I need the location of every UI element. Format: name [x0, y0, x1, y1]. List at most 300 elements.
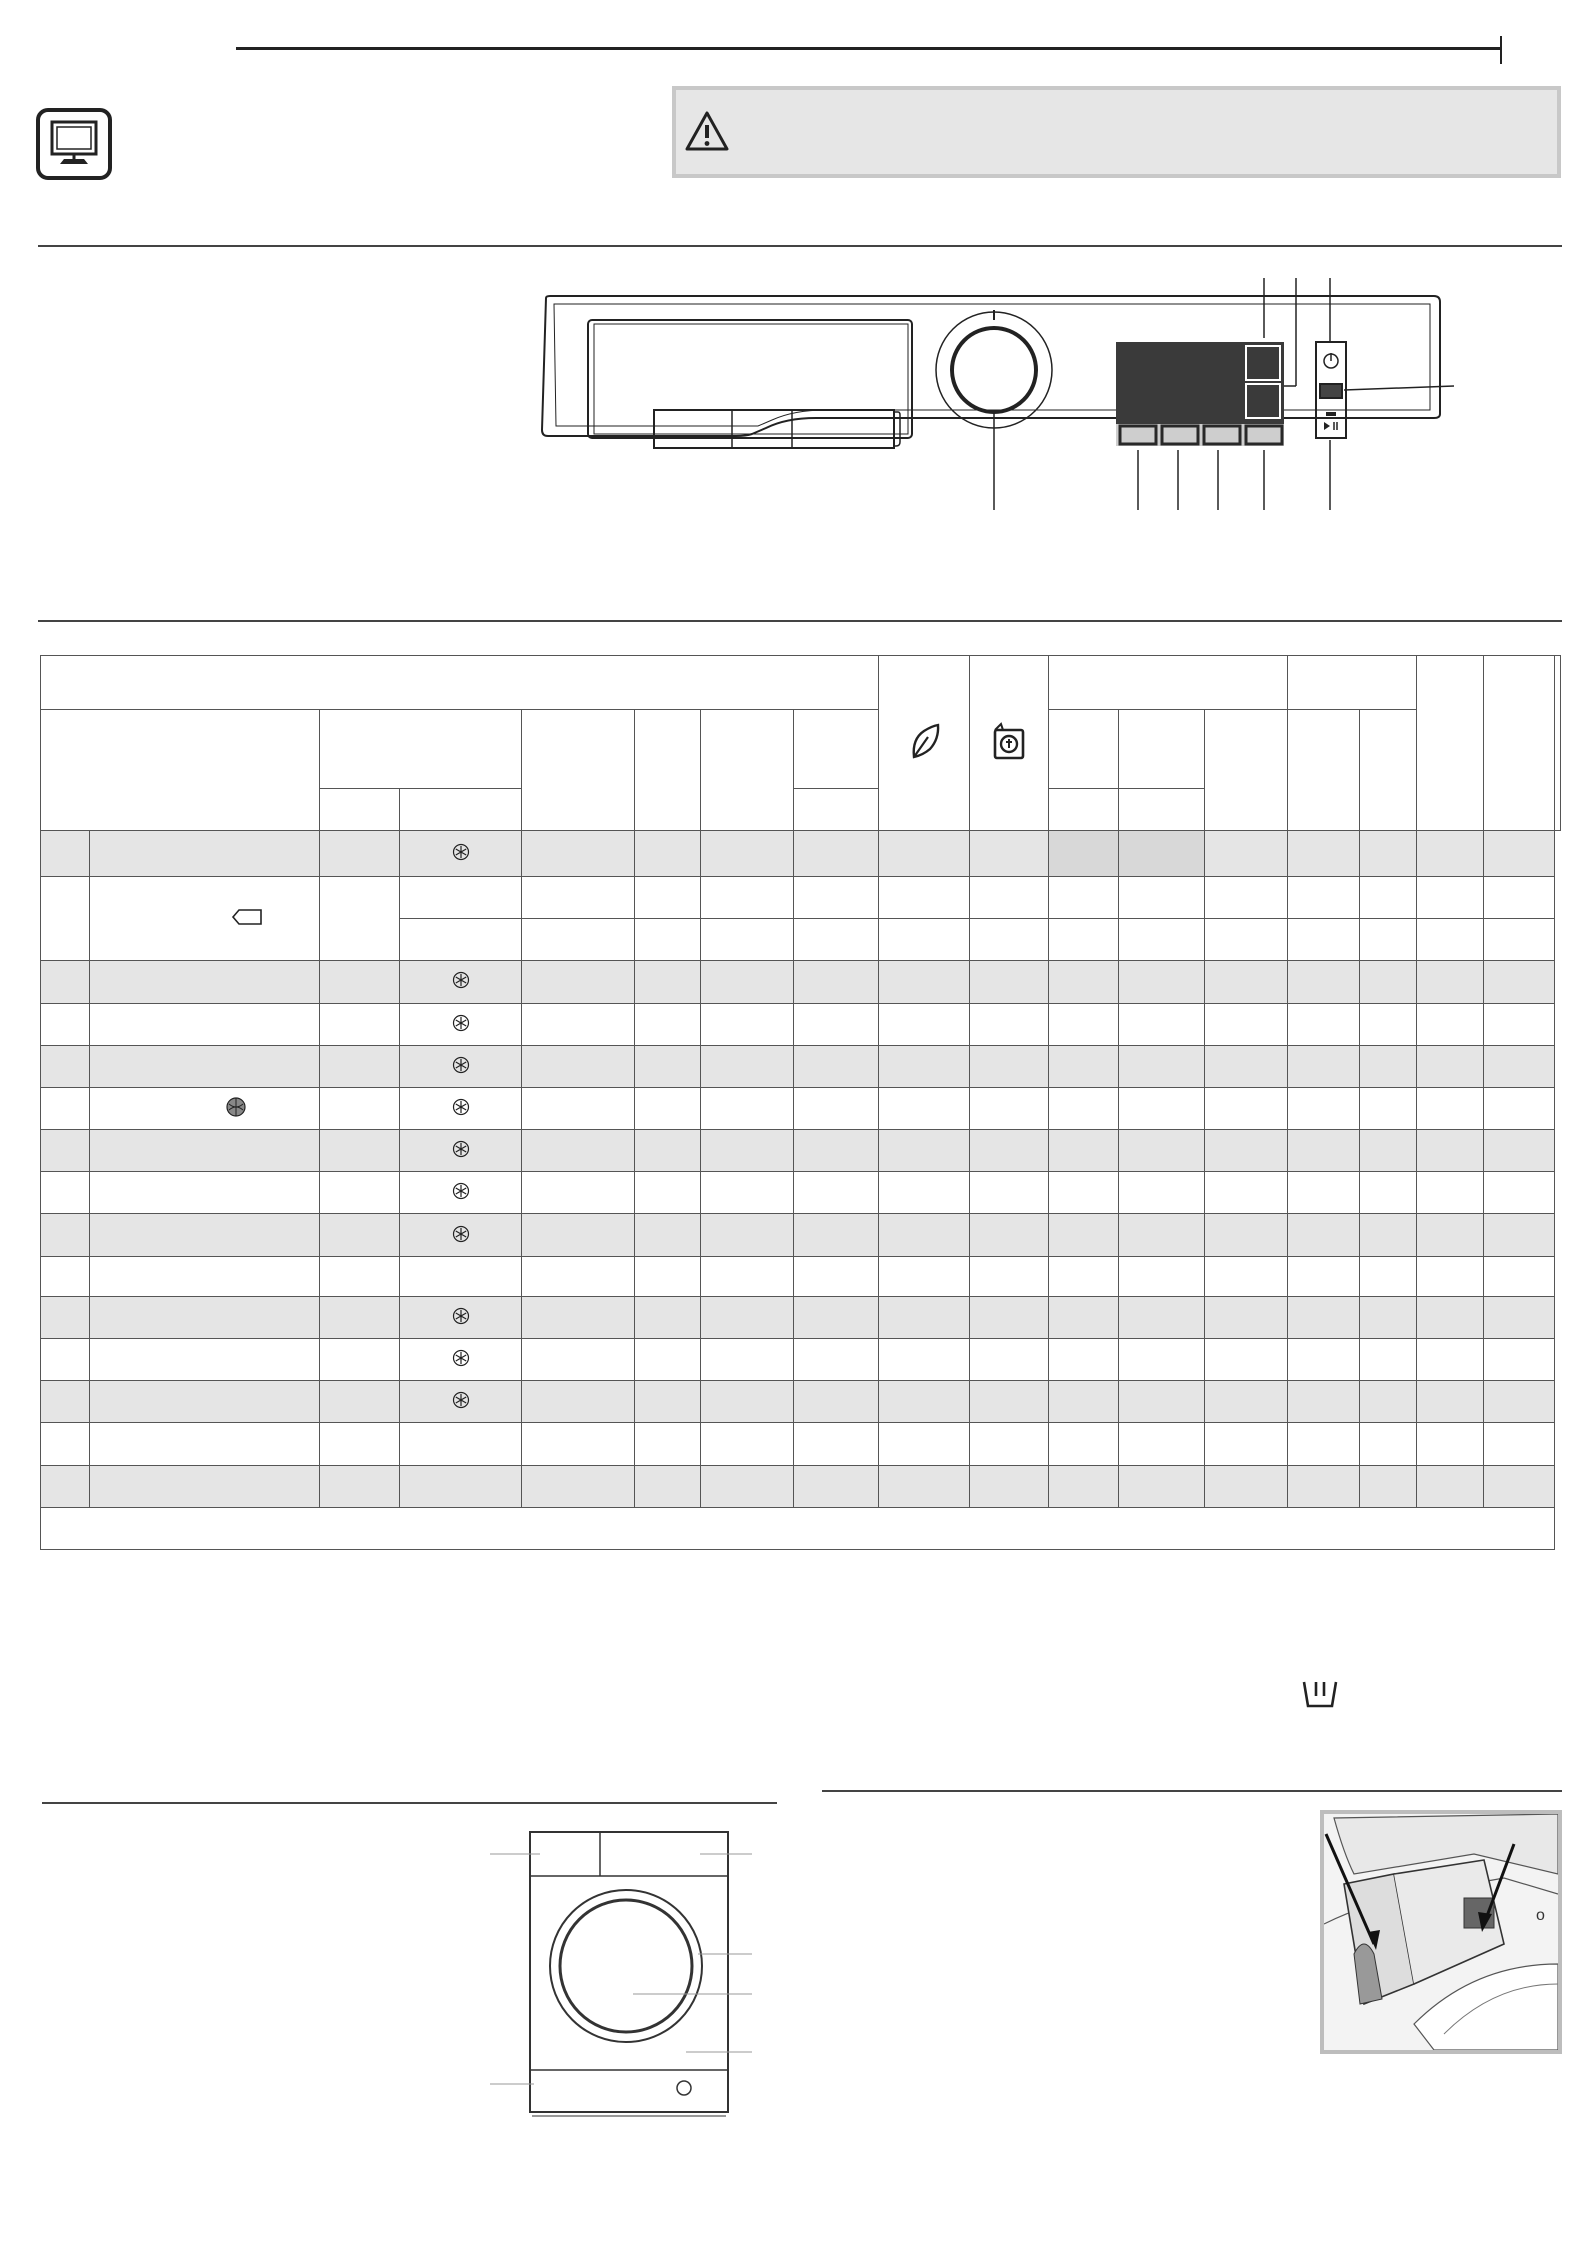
table-cell: [1360, 1296, 1417, 1338]
table-cell: [1119, 1172, 1205, 1214]
table-cell: [1119, 1296, 1205, 1338]
table-cell: [635, 1296, 701, 1338]
table-cell: [1360, 1381, 1417, 1423]
table-cell: [1119, 1423, 1205, 1465]
table-cell: [1417, 1423, 1484, 1465]
table-cell: [635, 876, 701, 918]
table-cell: [970, 1256, 1049, 1296]
table-cell: [1119, 1339, 1205, 1381]
snowflake-icon: [452, 1182, 470, 1200]
table-cell: [522, 1214, 635, 1256]
table-cell: [522, 1339, 635, 1381]
table-cell: [1205, 1087, 1288, 1129]
table-cell: [1119, 1045, 1205, 1087]
table-cell: [794, 1296, 879, 1338]
table-cell: [1417, 1087, 1484, 1129]
snowflake-icon: [452, 1140, 470, 1158]
table-cell: [1205, 1296, 1288, 1338]
table-row: [41, 1423, 1561, 1465]
table-cell: [522, 1256, 635, 1296]
table-cell: [794, 1172, 879, 1214]
table-cell: [1205, 1381, 1288, 1423]
section-divider-2: [38, 620, 1562, 622]
table-cell: [320, 1130, 400, 1172]
table-cell: [701, 710, 794, 831]
table-cell: [1484, 830, 1555, 876]
table-cell: [1360, 876, 1417, 918]
table-cell: [400, 830, 522, 876]
snowflake-icon: [452, 1349, 470, 1367]
table-cell: [794, 1045, 879, 1087]
table-cell: [1288, 656, 1417, 710]
table-cell: [1119, 1465, 1205, 1507]
label-tag-icon: [231, 908, 263, 926]
table-cell: [635, 1339, 701, 1381]
table-cell: [794, 919, 879, 961]
snowflake-icon: [452, 971, 470, 989]
table-cell: [635, 1423, 701, 1465]
table-cell: [701, 1130, 794, 1172]
table-cell: [970, 656, 1049, 831]
table-cell: [320, 710, 522, 788]
table-cell: [879, 876, 970, 918]
table-cell: [90, 1130, 320, 1172]
table-cell: [1360, 1256, 1417, 1296]
table-cell: [879, 1381, 970, 1423]
table-cell: [1417, 876, 1484, 918]
table-cell: [635, 961, 701, 1003]
table-cell: [1119, 919, 1205, 961]
table-cell: [90, 1087, 320, 1129]
table-cell: [41, 876, 90, 960]
table-cell: [1360, 1465, 1417, 1507]
table-cell: [90, 1003, 320, 1045]
table-cell: [41, 1214, 90, 1256]
table-cell: [794, 1087, 879, 1129]
table-cell: [701, 1045, 794, 1087]
table-cell: [701, 1339, 794, 1381]
table-cell: [522, 710, 635, 831]
table-row: [41, 1214, 1561, 1256]
table-cell: [1205, 1214, 1288, 1256]
table-cell: [1119, 1214, 1205, 1256]
table-cell: [400, 788, 522, 830]
table-cell: [41, 1507, 1555, 1549]
table-cell: [41, 1172, 90, 1214]
table-row: [41, 1296, 1561, 1338]
warning-box: [672, 86, 1561, 178]
table-cell: [1049, 1045, 1119, 1087]
table-cell: [400, 919, 522, 961]
table-cell: [1119, 1087, 1205, 1129]
table-cell: [522, 961, 635, 1003]
table-cell: [1049, 1465, 1119, 1507]
table-cell: [1484, 1339, 1555, 1381]
table-cell: [794, 788, 879, 830]
table-cell: [1049, 1172, 1119, 1214]
table-cell: [320, 1214, 400, 1256]
table-cell: [970, 830, 1049, 876]
table-cell: [522, 1423, 635, 1465]
svg-text:o: o: [1536, 1907, 1545, 1924]
table-cell: [1049, 788, 1119, 830]
table-cell: [522, 1296, 635, 1338]
table-cell: [1288, 1003, 1360, 1045]
table-cell: [41, 961, 90, 1003]
monitor-icon: [36, 108, 112, 180]
table-cell: [400, 1214, 522, 1256]
table-cell: [1484, 656, 1555, 831]
table-cell: [1119, 961, 1205, 1003]
table-cell: [41, 1296, 90, 1338]
table-cell: [701, 1087, 794, 1129]
table-cell: [970, 1045, 1049, 1087]
table-cell: [320, 1256, 400, 1296]
table-cell: [1484, 1172, 1555, 1214]
table-cell: [701, 919, 794, 961]
table-cell: [879, 1003, 970, 1045]
table-cell: [1049, 1381, 1119, 1423]
table-cell: [1417, 1130, 1484, 1172]
table-cell: [970, 1172, 1049, 1214]
table-cell: [1049, 919, 1119, 961]
table-cell: [1288, 1172, 1360, 1214]
table-cell: [522, 876, 635, 918]
header-rule: [236, 47, 1502, 50]
table-cell: [320, 788, 400, 830]
table-cell: [1119, 1381, 1205, 1423]
table-cell: [635, 1130, 701, 1172]
table-cell: [1288, 1423, 1360, 1465]
section-divider-right: [822, 1790, 1562, 1792]
table-row: [41, 1130, 1561, 1172]
table-cell: [1205, 1256, 1288, 1296]
table-cell: [1484, 961, 1555, 1003]
table-cell: [1360, 1339, 1417, 1381]
table-cell: [1049, 710, 1119, 788]
table-cell: [41, 1465, 90, 1507]
table-cell: [635, 919, 701, 961]
table-cell: [1205, 1339, 1288, 1381]
table-cell: [701, 1423, 794, 1465]
table-cell: [1360, 1003, 1417, 1045]
table-cell: [1049, 1256, 1119, 1296]
table-cell: [879, 1087, 970, 1129]
table-cell: [970, 1465, 1049, 1507]
table-cell: [320, 1381, 400, 1423]
table-cell: [1288, 710, 1360, 831]
table-cell: [1360, 1045, 1417, 1087]
table-cell: [635, 830, 701, 876]
table-cell: [1288, 1296, 1360, 1338]
table-cell: [1484, 876, 1555, 918]
table-cell: [1288, 876, 1360, 918]
table-row: [41, 1087, 1561, 1129]
table-cell: [90, 1381, 320, 1423]
table-cell: [794, 1130, 879, 1172]
table-cell: [1049, 830, 1119, 876]
table-cell: [970, 1296, 1049, 1338]
table-cell: [522, 1003, 635, 1045]
table-cell: [1484, 1003, 1555, 1045]
table-cell: [90, 1339, 320, 1381]
table-row: [41, 1172, 1561, 1214]
table-cell: [970, 919, 1049, 961]
header-rule-tick: [1500, 36, 1502, 64]
table-cell: [1288, 1339, 1360, 1381]
table-cell: [879, 656, 970, 831]
table-cell: [701, 1465, 794, 1507]
table-cell: [701, 1296, 794, 1338]
table-cell: [90, 1214, 320, 1256]
table-cell: [1049, 1003, 1119, 1045]
table-cell: [794, 1381, 879, 1423]
table-cell: [320, 961, 400, 1003]
table-cell: [1417, 1003, 1484, 1045]
table-cell: [400, 1087, 522, 1129]
table-cell: [1049, 876, 1119, 918]
table-cell: [1049, 656, 1288, 710]
table-cell: [635, 1003, 701, 1045]
table-cell: [1205, 1003, 1288, 1045]
table-cell: [1360, 830, 1417, 876]
table-cell: [701, 1256, 794, 1296]
table-cell: [1360, 1423, 1417, 1465]
table-cell: [970, 1087, 1049, 1129]
table-cell: [1417, 919, 1484, 961]
table-cell: [90, 876, 320, 960]
table-cell: [1555, 656, 1561, 831]
table-cell: [1288, 1381, 1360, 1423]
table-cell: [1417, 1296, 1484, 1338]
table-cell: [41, 1423, 90, 1465]
table-cell: [1484, 919, 1555, 961]
table-cell: [320, 1003, 400, 1045]
table-cell: [522, 1087, 635, 1129]
table-cell: [41, 830, 90, 876]
snowflake-icon: [452, 1056, 470, 1074]
table-cell: [1205, 1130, 1288, 1172]
snowflake-icon: [452, 1098, 470, 1116]
table-cell: [635, 1256, 701, 1296]
table-cell: [41, 1256, 90, 1296]
table-cell: [1360, 1214, 1417, 1256]
table-cell: [1205, 961, 1288, 1003]
table-cell: [970, 1381, 1049, 1423]
table-cell: [1484, 1130, 1555, 1172]
table-cell: [320, 1087, 400, 1129]
table-cell: [400, 1130, 522, 1172]
table-cell: [1417, 1339, 1484, 1381]
table-cell: [1417, 1214, 1484, 1256]
table-cell: [1049, 1214, 1119, 1256]
table-cell: [41, 710, 320, 831]
table-cell: [1205, 1172, 1288, 1214]
table-cell: [522, 1381, 635, 1423]
table-cell: [41, 1087, 90, 1129]
table-row: [41, 1465, 1561, 1507]
table-cell: [1288, 1214, 1360, 1256]
table-cell: [41, 656, 879, 710]
table-cell: [635, 1172, 701, 1214]
table-cell: [970, 961, 1049, 1003]
table-cell: [635, 1214, 701, 1256]
table-cell: [1360, 1087, 1417, 1129]
table-cell: [1417, 1381, 1484, 1423]
detergent-drawer-photo: [1320, 1810, 1562, 2054]
table-cell: [879, 1465, 970, 1507]
table-cell: [794, 1465, 879, 1507]
table-cell: [1288, 1465, 1360, 1507]
table-cell: [1288, 830, 1360, 876]
table-cell: [1417, 961, 1484, 1003]
table-cell: [794, 1423, 879, 1465]
table-cell: [1417, 830, 1484, 876]
table-cell: [635, 1465, 701, 1507]
table-row: [41, 961, 1561, 1003]
table-cell: [1119, 1130, 1205, 1172]
table-cell: [1417, 1172, 1484, 1214]
table-cell: [1360, 919, 1417, 961]
table-cell: [1360, 961, 1417, 1003]
table-cell: [1205, 710, 1288, 831]
table-cell: [1417, 656, 1484, 831]
table-cell: [1288, 961, 1360, 1003]
table-cell: [320, 1045, 400, 1087]
table-cell: [320, 1423, 400, 1465]
control-panel-diagram: [536, 270, 1486, 520]
table-cell: [400, 961, 522, 1003]
table-cell: [1049, 1130, 1119, 1172]
table-row: [41, 1339, 1561, 1381]
table-cell: [1205, 876, 1288, 918]
table-cell: [1484, 1045, 1555, 1087]
table-cell: [1484, 1087, 1555, 1129]
table-cell: [90, 961, 320, 1003]
table-cell: [1484, 1423, 1555, 1465]
table-cell: [320, 830, 400, 876]
drain-cup-icon: [1300, 1676, 1340, 1712]
table-row: [41, 1381, 1561, 1423]
table-footer-row: [41, 1507, 1561, 1549]
table-cell: [320, 1296, 400, 1338]
table-cell: [970, 1130, 1049, 1172]
table-cell: [1484, 1214, 1555, 1256]
table-cell: [1119, 710, 1205, 788]
table-cell: [522, 919, 635, 961]
table-cell: [794, 830, 879, 876]
table-cell: [1288, 1130, 1360, 1172]
section-divider-1: [38, 245, 1562, 247]
table-cell: [1205, 919, 1288, 961]
table-cell: [701, 961, 794, 1003]
table-cell: [1205, 1423, 1288, 1465]
table-cell: [400, 1003, 522, 1045]
table-cell: [400, 1296, 522, 1338]
washer-front-diagram: [488, 1826, 758, 2126]
table-cell: [1205, 1465, 1288, 1507]
table-cell: [400, 1339, 522, 1381]
table-cell: [400, 1423, 522, 1465]
table-header-row-1: [41, 656, 1561, 710]
table-cell: [320, 1465, 400, 1507]
table-cell: [400, 1256, 522, 1296]
table-cell: [522, 1130, 635, 1172]
table-row: [41, 876, 1561, 918]
table-cell: [1049, 1423, 1119, 1465]
table-cell: [320, 1172, 400, 1214]
table-cell: [970, 876, 1049, 918]
steam-refresh-icon: [989, 720, 1029, 762]
table-cell: [701, 1381, 794, 1423]
table-cell: [41, 1339, 90, 1381]
table-cell: [90, 1172, 320, 1214]
table-row: [41, 1256, 1561, 1296]
programme-table: [40, 655, 1561, 1550]
table-cell: [879, 1296, 970, 1338]
snowflake-icon: [452, 1307, 470, 1325]
section-divider-left: [42, 1802, 777, 1804]
table-cell: [879, 1045, 970, 1087]
table-cell: [1360, 1130, 1417, 1172]
snowflake-icon: [452, 843, 470, 861]
table-cell: [90, 1423, 320, 1465]
table-cell: [1484, 1296, 1555, 1338]
table-cell: [794, 1003, 879, 1045]
table-cell: [1484, 1465, 1555, 1507]
snowflake-icon: [452, 1225, 470, 1243]
wool-ball-icon: [225, 1096, 247, 1118]
table-cell: [522, 1045, 635, 1087]
table-cell: [794, 876, 879, 918]
table-cell: [90, 830, 320, 876]
table-cell: [635, 1045, 701, 1087]
table-cell: [1119, 1003, 1205, 1045]
warning-triangle-icon: [684, 110, 730, 152]
table-cell: [1288, 919, 1360, 961]
table-cell: [400, 1045, 522, 1087]
table-cell: [701, 876, 794, 918]
table-cell: [1288, 1045, 1360, 1087]
table-cell: [879, 830, 970, 876]
table-cell: [1119, 876, 1205, 918]
table-cell: [701, 1172, 794, 1214]
table-cell: [522, 830, 635, 876]
table-cell: [320, 876, 400, 960]
table-cell: [400, 1172, 522, 1214]
table-cell: [1288, 1256, 1360, 1296]
table-cell: [701, 1214, 794, 1256]
table-cell: [1205, 830, 1288, 876]
table-cell: [879, 1423, 970, 1465]
table-cell: [90, 1465, 320, 1507]
table-cell: [41, 1381, 90, 1423]
table-cell: [90, 1045, 320, 1087]
table-cell: [879, 1339, 970, 1381]
table-cell: [970, 1003, 1049, 1045]
table-cell: [1119, 788, 1205, 830]
table-cell: [1484, 1256, 1555, 1296]
table-cell: [879, 1130, 970, 1172]
table-row: [41, 1045, 1561, 1087]
table-cell: [794, 1256, 879, 1296]
table-cell: [1288, 1087, 1360, 1129]
table-cell: [320, 1339, 400, 1381]
table-cell: [90, 1296, 320, 1338]
table-cell: [41, 1130, 90, 1172]
table-cell: [635, 710, 701, 831]
snowflake-icon: [452, 1014, 470, 1032]
